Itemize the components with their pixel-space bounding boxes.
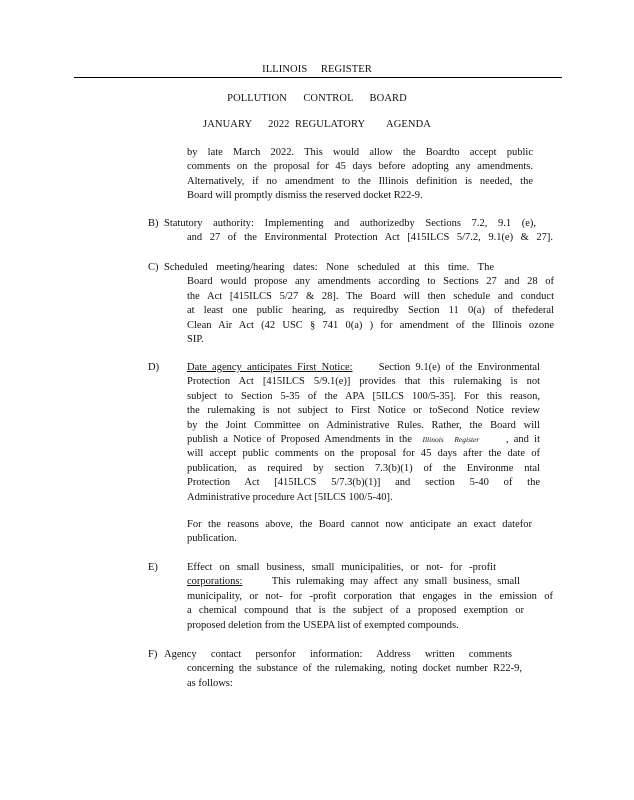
section-d-line <box>187 361 540 375</box>
section-d-first-rest: Section 9.1(e) of the Environmental <box>378 362 540 373</box>
section-b-paragraph <box>187 231 553 245</box>
section-d-line: Protection Act [415ILCS 5/7.3(b)(1)] and section 5-40 of the <box>187 477 540 489</box>
section-f-line: as follows: <box>187 677 233 689</box>
section-d-line: by the Joint Committee on Administrative Rules. Rather, the Board will <box>187 419 540 431</box>
intro-paragraph <box>187 146 533 204</box>
section-d-heading: Date agency anticipates First Notice: <box>187 362 353 373</box>
section-d-line: Administrative procedure Act [5ILCS 100/5-40]. <box>187 491 393 503</box>
section-b-text: Statutory authority: Implementing and authorizedby Sections 7.2, 9.1 (e), <box>164 218 536 229</box>
section-d-line <box>187 433 540 447</box>
section-c-line: Board would propose any amendments according to Sections 27 and 28 of <box>187 276 554 288</box>
section-d-line: will accept public comments on the proposal for 45 days after the date of <box>187 448 540 460</box>
section-d-line: subject to Section 5-35 of the APA [5ILCS 100/5-35]. For this reason, <box>187 390 540 402</box>
illinois-register-italic: Illinois <box>422 434 444 444</box>
section-c-line: the Act [415ILCS 5/27 & 28]. The Board will then schedule and conduct <box>187 290 554 302</box>
section-d-paragraph-2 <box>187 518 532 547</box>
section-f-first-line <box>164 648 512 662</box>
intro-line: Alternatively, if no amendment to the Illinois definition is needed, the <box>187 175 533 187</box>
section-e-line <box>187 575 520 589</box>
board-title: POLLUTION CONTROL BOARD <box>227 93 407 104</box>
section-d-line: publication, as required by section 7.3(b)(1) of the Environme ntal <box>187 462 540 474</box>
section-b-label: B) <box>148 218 159 229</box>
section-e-line: proposed deletion from the USEPA list of exempted compounds. <box>187 619 459 631</box>
section-e-heading: corporations: <box>187 576 243 588</box>
section-d-line: Protection Act [415ILCS 5/9.1(e)] provides that this rulemaking is not <box>187 376 540 388</box>
section-d-line6-a: publish a Notice of Proposed Amendments in the <box>187 433 412 445</box>
section-c-paragraph <box>187 275 554 347</box>
register-italic: Register <box>454 434 480 444</box>
section-c-line: SIP. <box>187 333 204 345</box>
section-c-line: Clean Air Act (42 USC § 741 0(a) ) for amendment of the Illinois ozone <box>187 319 554 331</box>
section-b-line: and 27 of the Environmental Protection Act [415ILCS 5/7.2, 9.1(e) & 27]. <box>187 232 553 244</box>
section-c-line: at least one public hearing, as requiredby Section 11 0(a) of thefederal <box>187 305 554 317</box>
intro-line: comments on the proposal for 45 days before adopting any amendments. <box>187 161 533 173</box>
section-c-first-line <box>164 261 494 275</box>
section-e-line: Effect on small business, small municipalities, or not- for -profit <box>187 562 496 573</box>
section-c-text: Scheduled meeting/hearing dates: None scheduled at this time. The <box>164 262 494 273</box>
section-d-paragraph <box>187 361 540 505</box>
section-e-line: a chemical compound that is the subject of a proposed exemption or <box>187 605 524 617</box>
section-e-label: E) <box>148 562 158 573</box>
section-f-paragraph <box>187 662 522 691</box>
section-d-line: For the reasons above, the Board cannot now anticipate an exact datefor <box>187 519 532 530</box>
section-d-line: the rulemaking is not subject to First Notice or toSecond Notice review <box>187 405 540 417</box>
intro-line: Board will promptly dismiss the reserved docket R22-9. <box>187 190 423 202</box>
register-header: ILLINOIS REGISTER <box>262 64 372 75</box>
intro-line: by late March 2022. This would allow the Boardto accept public <box>187 147 533 158</box>
section-f-label: F) <box>148 649 158 660</box>
section-e-paragraph <box>187 561 553 633</box>
section-f-line: concerning the substance of the rulemaking, noting docket number R22-9, <box>187 663 522 675</box>
section-d-label: D) <box>148 362 160 373</box>
section-c-label: C) <box>148 262 159 273</box>
section-f-text: Agency contact personfor information: Address written comments <box>164 649 512 660</box>
section-d-line6-b: , and it <box>505 433 541 445</box>
agenda-title: JANUARY 2022 REGULATORY AGENDA <box>203 119 431 130</box>
section-d-line: publication. <box>187 533 237 545</box>
section-e-line2-rest: This rulemaking may affect any small business, small <box>271 576 520 588</box>
section-e-line: municipality, or not- for -profit corporation that engages in the emission of <box>187 590 553 602</box>
header-rule <box>74 77 562 78</box>
section-b-first-line <box>164 217 536 231</box>
